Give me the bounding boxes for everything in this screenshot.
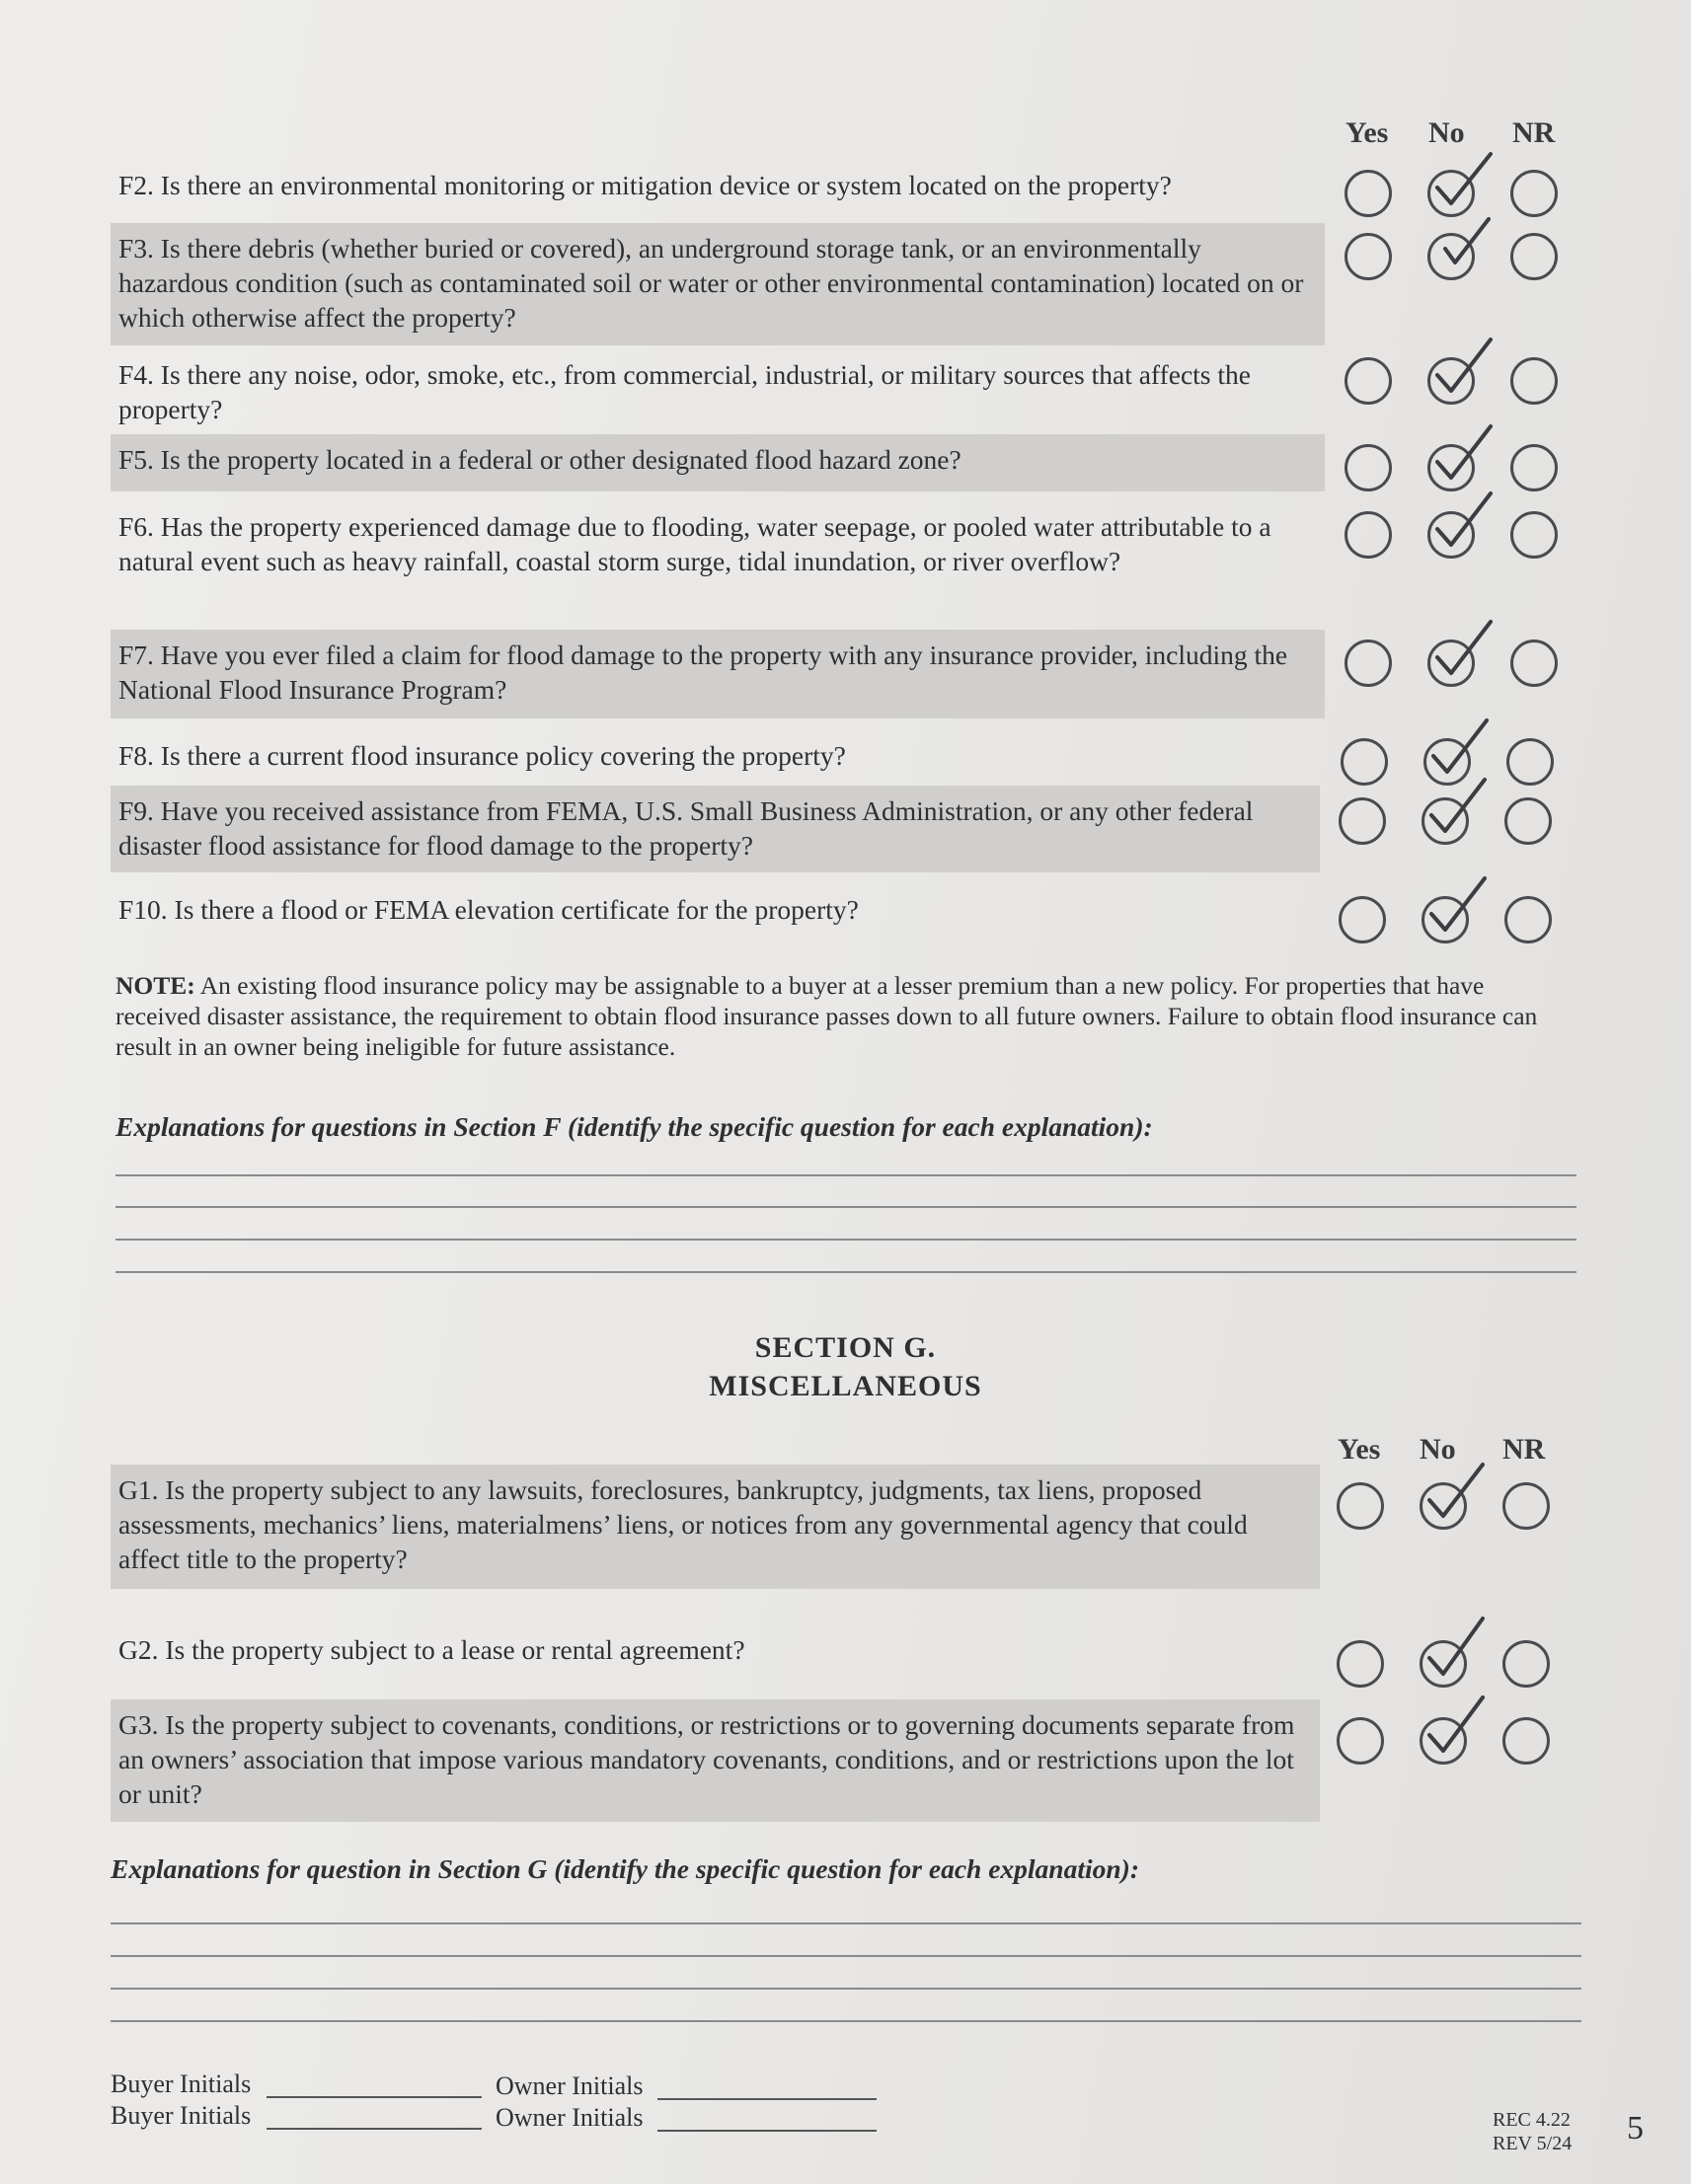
buyer-initials-label-1: Buyer Initials bbox=[111, 2070, 252, 2098]
radio-yes[interactable] bbox=[1345, 170, 1392, 217]
checkmark-icon bbox=[1425, 618, 1504, 697]
radio-yes[interactable] bbox=[1345, 511, 1392, 559]
checkmark-icon bbox=[1418, 1619, 1497, 1697]
question-f5: F5. Is the property located in a federal or other designated flood hazard zone? bbox=[111, 434, 1325, 491]
checkmark-icon bbox=[1420, 776, 1499, 855]
explanation-line-f3[interactable] bbox=[115, 1239, 1576, 1241]
section-f-explanations-label: Explanations for questions in Section F (identify the specific question for each explanation): bbox=[115, 1111, 1153, 1142]
checkmark-icon bbox=[1420, 874, 1499, 953]
owner-initials-label-2: Owner Initials bbox=[496, 2103, 644, 2132]
checkmark-icon bbox=[1425, 211, 1504, 290]
buyer-initials-label-2: Buyer Initials bbox=[111, 2101, 252, 2130]
section-g-heading: SECTION G. bbox=[754, 1331, 937, 1364]
buyer-initials-field-1[interactable] bbox=[267, 2096, 482, 2098]
question-g2: G2. Is the property subject to a lease or rental agreement? bbox=[118, 1634, 745, 1665]
answer-group-f6 bbox=[1345, 511, 1547, 570]
answer-group-f9 bbox=[1339, 797, 1541, 857]
radio-nr[interactable] bbox=[1510, 640, 1558, 687]
note-label: NOTE: bbox=[115, 971, 195, 1000]
radio-yes[interactable] bbox=[1337, 1640, 1384, 1688]
explanation-line-f2[interactable] bbox=[115, 1206, 1576, 1208]
radio-nr[interactable] bbox=[1510, 357, 1558, 405]
explanation-line-g3[interactable] bbox=[111, 1988, 1581, 1990]
form-revision: REV 5/24 bbox=[1493, 2133, 1573, 2154]
section-g-subheading: MISCELLANEOUS bbox=[709, 1370, 982, 1402]
question-f2: F2. Is there an environmental monitoring or mitigation device or system located on the property? bbox=[118, 170, 1172, 200]
radio-nr[interactable] bbox=[1510, 233, 1558, 280]
buyer-initials-field-2[interactable] bbox=[267, 2128, 482, 2130]
radio-yes[interactable] bbox=[1337, 1717, 1384, 1765]
checkmark-icon bbox=[1425, 490, 1504, 568]
owner-initials-label-1: Owner Initials bbox=[496, 2071, 644, 2100]
column-header-no-g: No bbox=[1420, 1433, 1456, 1466]
radio-nr[interactable] bbox=[1502, 1640, 1550, 1688]
page-number: 5 bbox=[1627, 2110, 1644, 2146]
radio-nr[interactable] bbox=[1502, 1717, 1550, 1765]
question-f10: F10. Is there a flood or FEMA elevation certificate for the property? bbox=[118, 894, 859, 925]
section-g-explanations-label: Explanations for question in Section G (identify the specific question for each explanation): bbox=[111, 1853, 1139, 1884]
explanation-line-f4[interactable] bbox=[115, 1271, 1576, 1273]
question-f9: F9. Have you received assistance from FEMA, U.S. Small Business Administration, or any other federal disaster flood assistance for flood damage to the property? bbox=[111, 786, 1320, 872]
radio-yes[interactable] bbox=[1341, 738, 1388, 786]
answer-group-f10 bbox=[1339, 896, 1541, 955]
radio-nr[interactable] bbox=[1510, 511, 1558, 559]
answer-group-g1 bbox=[1337, 1482, 1539, 1542]
question-g1: G1. Is the property subject to any lawsuits, foreclosures, bankruptcy, judgments, tax liens, proposed assessments, mechanics’ liens, materialmens’ liens, or notices from any governmental agency that could affect title to the property? bbox=[111, 1465, 1320, 1589]
flood-insurance-note bbox=[115, 970, 1567, 1062]
answer-group-f3 bbox=[1345, 233, 1547, 292]
radio-nr[interactable] bbox=[1506, 738, 1554, 786]
question-g3: G3. Is the property subject to covenants, conditions, or restrictions or to governing documents separate from an owners’ association that impose various mandatory covenants, conditions, and or restrictions upon the lot or unit? bbox=[111, 1699, 1320, 1822]
radio-nr[interactable] bbox=[1504, 896, 1552, 943]
checkmark-icon bbox=[1418, 1695, 1497, 1774]
radio-yes[interactable] bbox=[1339, 797, 1386, 845]
column-header-nr: NR bbox=[1512, 116, 1556, 149]
owner-initials-field-2[interactable] bbox=[657, 2130, 877, 2132]
answer-group-g2 bbox=[1337, 1640, 1539, 1699]
radio-yes[interactable] bbox=[1345, 357, 1392, 405]
column-header-yes: Yes bbox=[1345, 116, 1389, 149]
radio-yes[interactable] bbox=[1339, 896, 1386, 943]
question-f8: F8. Is there a current flood insurance policy covering the property? bbox=[118, 740, 846, 771]
radio-yes[interactable] bbox=[1337, 1482, 1384, 1530]
radio-nr[interactable] bbox=[1510, 444, 1558, 491]
explanation-line-g1[interactable] bbox=[111, 1922, 1581, 1924]
question-f6: F6. Has the property experienced damage due to flooding, water seepage, or pooled water attributable to a natural event such as heavy rainfall, coastal storm surge, tidal inundation, or river overflow? bbox=[118, 511, 1271, 576]
column-header-no: No bbox=[1428, 116, 1465, 149]
answer-group-f7 bbox=[1345, 640, 1547, 699]
column-header-nr-g: NR bbox=[1502, 1433, 1546, 1466]
explanation-line-g4[interactable] bbox=[111, 2020, 1581, 2022]
explanation-line-f1[interactable] bbox=[115, 1174, 1576, 1176]
section-g-title bbox=[0, 1328, 1691, 1405]
answer-group-f4 bbox=[1345, 357, 1547, 416]
radio-nr[interactable] bbox=[1502, 1482, 1550, 1530]
checkmark-icon bbox=[1425, 336, 1504, 414]
answer-group-g3 bbox=[1337, 1717, 1539, 1776]
radio-yes[interactable] bbox=[1345, 444, 1392, 491]
radio-yes[interactable] bbox=[1345, 233, 1392, 280]
radio-yes[interactable] bbox=[1345, 640, 1392, 687]
column-header-yes-g: Yes bbox=[1338, 1433, 1381, 1466]
radio-nr[interactable] bbox=[1510, 170, 1558, 217]
question-f4: F4. Is there any noise, odor, smoke, etc., from commercial, industrial, or military sources that affects the property? bbox=[118, 359, 1251, 424]
note-text: An existing flood insurance policy may be assignable to a buyer at a lesser premium than a new policy. For properties that have received disaster assistance, the requirement to obtain flood insurance passes down to all future owners. Failure to obtain flood insurance can result in an owner being ineligible for future assistance. bbox=[115, 971, 1538, 1061]
question-f3: F3. Is there debris (whether buried or covered), an underground storage tank, or an environmentally hazardous condition (such as contaminated soil or water or other environmental contamination) located on or which otherwise affect the property? bbox=[111, 223, 1325, 345]
question-f7: F7. Have you ever filed a claim for flood damage to the property with any insurance provider, including the National Flood Insurance Program? bbox=[111, 630, 1325, 718]
explanation-line-g2[interactable] bbox=[111, 1955, 1581, 1957]
owner-initials-field-1[interactable] bbox=[657, 2098, 877, 2100]
form-code: REC 4.22 bbox=[1493, 2109, 1571, 2131]
radio-nr[interactable] bbox=[1504, 797, 1552, 845]
checkmark-icon bbox=[1418, 1461, 1497, 1540]
